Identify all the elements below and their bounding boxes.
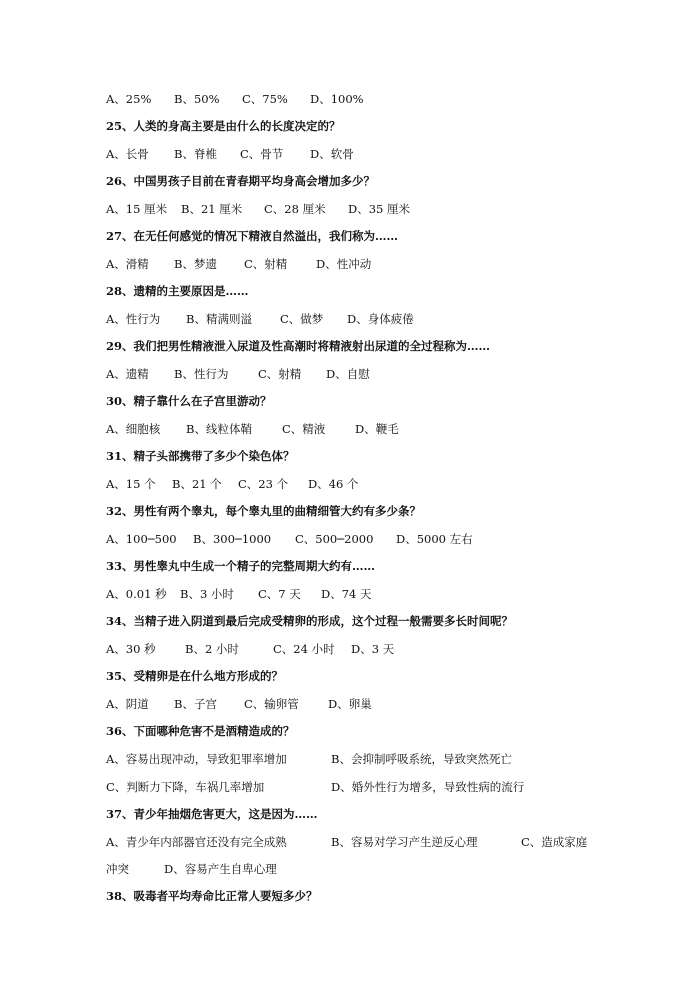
q37-option-a: A、青少年内部器官还没有完全成熟 [106, 835, 287, 849]
q37-option-d: D、容易产生自卑心理 [164, 862, 277, 876]
q35-options [106, 696, 372, 712]
q24-option-d: D、100% [310, 92, 364, 106]
q27-option-b: B、梦遗 [174, 257, 217, 271]
q26-question: 26、中国男孩子目前在青春期平均身高会增加多少？ [106, 174, 376, 188]
q30-options [106, 421, 399, 437]
q36-option-d: D、婚外性行为增多，导致性病的流行 [331, 780, 525, 794]
q25-option-c: C、骨节 [240, 147, 284, 161]
q26-option-b: B、21 厘米 [181, 202, 243, 216]
q31-options [106, 476, 359, 492]
q31-question: 31、精子头部携带了多少个染色体？ [106, 449, 295, 463]
q33-options [106, 586, 372, 602]
q29-option-b: B、性行为 [174, 367, 229, 381]
q24-option-b: B、50% [174, 92, 220, 106]
q35-option-a: A、阴道 [106, 697, 149, 711]
q35-option-c: C、输卵管 [244, 697, 299, 711]
q25-option-d: D、软骨 [310, 147, 354, 161]
q28-option-d: D、身体疲倦 [347, 312, 414, 326]
q26-option-d: D、35 厘米 [348, 202, 411, 216]
q33-option-b: B、3 小时 [180, 587, 234, 601]
q26-options [106, 201, 410, 217]
q36-option-a: A、容易出现冲动，导致犯罪率增加 [106, 752, 287, 766]
q29-option-c: C、射精 [258, 367, 302, 381]
q30-question: 30、精子靠什么在子宫里游动？ [106, 394, 272, 408]
q35-question: 35、受精卵是在什么地方形成的？ [106, 669, 284, 683]
q27-question: 27、在无任何感觉的情况下精液自然溢出，我们称为…… [106, 229, 399, 243]
q24-options [106, 91, 364, 107]
q33-option-c: C、7 天 [258, 587, 301, 601]
q37-question: 37、青少年抽烟危害更大，这是因为…… [106, 807, 318, 821]
q38-question: 38、吸毒者平均寿命比正常人要短多少？ [106, 889, 318, 903]
q36-option-c: C、判断力下降，车祸几率增加 [106, 780, 265, 794]
q35-option-d: D、卵巢 [328, 697, 372, 711]
q28-option-a: A、性行为 [106, 312, 161, 326]
q24-option-c: C、75% [242, 92, 288, 106]
q34-option-d: D、3 天 [351, 642, 395, 656]
q31-option-a: A、15 个 [106, 477, 156, 491]
q25-question: 25、人类的身高主要是由什么的长度决定的？ [106, 119, 341, 133]
q36-option-b: B、会抑制呼吸系统，导致突然死亡 [331, 752, 512, 766]
q28-option-b: B、精满则溢 [186, 312, 252, 326]
q31-option-b: B、21 个 [172, 477, 222, 491]
q37-options-row2 [106, 861, 277, 877]
q35-option-b: B、子宫 [174, 697, 217, 711]
q34-option-b: B、2 小时 [185, 642, 239, 656]
q34-options [106, 641, 394, 657]
q32-option-d: D、5000 左右 [396, 532, 473, 546]
q37-option-c: C、造成家庭 [521, 835, 588, 849]
q34-option-c: C、24 小时 [273, 642, 335, 656]
q29-options [106, 366, 370, 382]
q30-option-d: D、鞭毛 [355, 422, 399, 436]
q32-question: 32、男性有两个睾丸，每个睾丸里的曲精细管大约有多少条？ [106, 504, 422, 518]
q29-option-d: D、自慰 [326, 367, 370, 381]
q37-option-b: B、容易对学习产生逆反心理 [331, 835, 478, 849]
q27-options [106, 256, 371, 272]
q36-question: 36、下面哪种危害不是酒精造成的？ [106, 724, 295, 738]
q24-option-a: A、25% [106, 92, 152, 106]
q37-options-row1 [106, 834, 587, 850]
q36-options-row2 [106, 779, 524, 795]
q31-option-d: D、46 个 [308, 477, 359, 491]
q27-option-a: A、滑精 [106, 257, 149, 271]
q32-options [106, 531, 473, 547]
q27-option-c: C、射精 [244, 257, 288, 271]
q34-question: 34、当精子进入阴道到最后完成受精卵的形成，这个过程一般需要多长时间呢？ [106, 614, 513, 628]
q25-option-b: B、脊椎 [174, 147, 217, 161]
q31-option-c: C、23 个 [238, 477, 289, 491]
q26-option-a: A、15 厘米 [106, 202, 168, 216]
q28-question: 28、遗精的主要原因是…… [106, 284, 249, 298]
q32-option-c: C、500─2000 [295, 532, 374, 546]
q32-option-b: B、300─1000 [193, 532, 272, 546]
q28-option-c: C、做梦 [280, 312, 324, 326]
q27-option-d: D、性冲动 [316, 257, 372, 271]
q33-question: 33、男性睾丸中生成一个精子的完整周期大约有…… [106, 559, 376, 573]
q29-question: 29、我们把男性精液泄入尿道及性高潮时将精液射出尿道的全过程称为…… [106, 339, 490, 353]
q34-option-a: A、30 秒 [106, 642, 156, 656]
q30-option-c: C、精液 [282, 422, 326, 436]
q26-option-c: C、28 厘米 [264, 202, 326, 216]
q25-option-a: A、长骨 [106, 147, 149, 161]
q33-option-a: A、0.01 秒 [106, 587, 167, 601]
q28-options [106, 311, 414, 327]
q32-option-a: A、100─500 [106, 532, 177, 546]
q25-options [106, 146, 354, 162]
q37-option-c-continued: 冲突 [106, 862, 129, 876]
q33-option-d: D、74 天 [321, 587, 372, 601]
q29-option-a: A、遗精 [106, 367, 149, 381]
q30-option-a: A、细胞核 [106, 422, 161, 436]
q36-options-row1 [106, 751, 512, 767]
q30-option-b: B、线粒体鞘 [186, 422, 252, 436]
